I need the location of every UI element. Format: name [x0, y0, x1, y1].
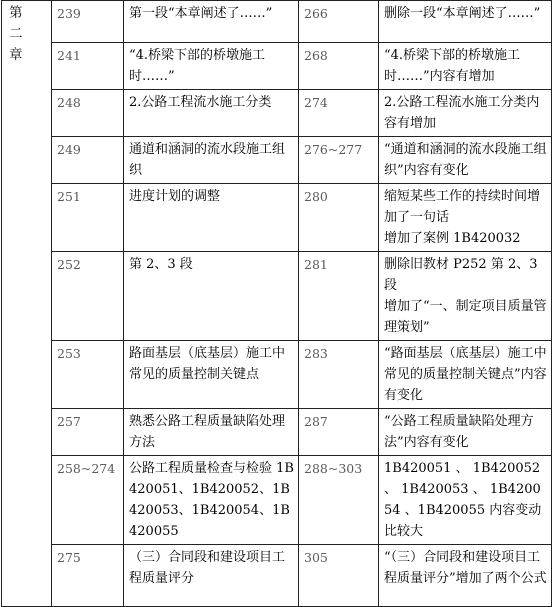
change-cell: “公路工程质量缺陷处理方法”内容有变化 [379, 409, 552, 456]
new-page-cell: 276~277 [299, 137, 379, 184]
new-page-cell: 283 [299, 341, 379, 409]
old-page-cell: 275 [52, 545, 124, 607]
old-content-cell: 进度计划的调整 [124, 184, 299, 252]
chapter-label: 第 二 章 [2, 1, 52, 607]
table-row [2, 184, 552, 252]
old-page-cell: 252 [52, 252, 124, 341]
old-page-cell: 258~274 [52, 456, 124, 545]
table-row [2, 341, 552, 409]
old-content-cell: “4.桥梁下部的桥墩施工时……” [124, 43, 299, 90]
new-page-cell: 280 [299, 184, 379, 252]
old-page-cell: 257 [52, 409, 124, 456]
change-cell: “（三）合同段和建设项目工程质量评分”增加了两个公式 [379, 545, 552, 607]
old-content-cell: 2.公路工程流水施工分类 [124, 90, 299, 137]
old-page-cell: 253 [52, 341, 124, 409]
old-page-cell: 239 [52, 1, 124, 43]
table-row [2, 456, 552, 545]
table-row [2, 409, 552, 456]
new-page-cell: 287 [299, 409, 379, 456]
table-row [2, 43, 552, 90]
change-cell: “通道和涵洞的流水段施工组织”内容有变化 [379, 137, 552, 184]
old-content-cell: （三）合同段和建设项目工程质量评分 [124, 545, 299, 607]
table-row [2, 252, 552, 341]
new-page-cell: 305 [299, 545, 379, 607]
change-cell: “路面基层（底基层）施工中常见的质量控制关键点”内容有变化 [379, 341, 552, 409]
table-row [2, 137, 552, 184]
old-page-cell: 251 [52, 184, 124, 252]
new-page-cell: 288~303 [299, 456, 379, 545]
old-content-cell: 公路工程质量检查与检验 1B420051、1B420052、1B420053、1B420054、1B420055 [124, 456, 299, 545]
old-content-cell: 熟悉公路工程质量缺陷处理方法 [124, 409, 299, 456]
new-page-cell: 274 [299, 90, 379, 137]
new-page-cell: 281 [299, 252, 379, 341]
old-page-cell: 249 [52, 137, 124, 184]
change-cell: “4.桥梁下部的桥墩施工时……”内容有增加 [379, 43, 552, 90]
old-content-cell: 第 2、3 段 [124, 252, 299, 341]
old-content-cell: 路面基层（底基层）施工中常见的质量控制关键点 [124, 341, 299, 409]
new-page-cell: 268 [299, 43, 379, 90]
change-cell: 1B420051 、 1B420052 、 1B420053 、 1B420054 、1B420055 内容变动比较大 [379, 456, 552, 545]
old-content-cell: 通道和涵洞的流水段施工组织 [124, 137, 299, 184]
old-page-cell: 241 [52, 43, 124, 90]
table-row [2, 90, 552, 137]
old-content-cell: 第一段“本章阐述了……” [124, 1, 299, 43]
change-cell: 删除一段“本章阐述了……” [379, 1, 552, 43]
table-row [2, 1, 552, 43]
new-page-cell: 266 [299, 1, 379, 43]
textbook-changes-table [1, 0, 552, 607]
old-page-cell: 248 [52, 90, 124, 137]
change-cell: 缩短某些工作的持续时间增加了一句话 增加了案例 1B420032 [379, 184, 552, 252]
change-cell: 2.公路工程流水施工分类内容有增加 [379, 90, 552, 137]
change-cell: 删除旧教材 P252 第 2、3 段 增加了“一、制定项目质量管理策划” [379, 252, 552, 341]
